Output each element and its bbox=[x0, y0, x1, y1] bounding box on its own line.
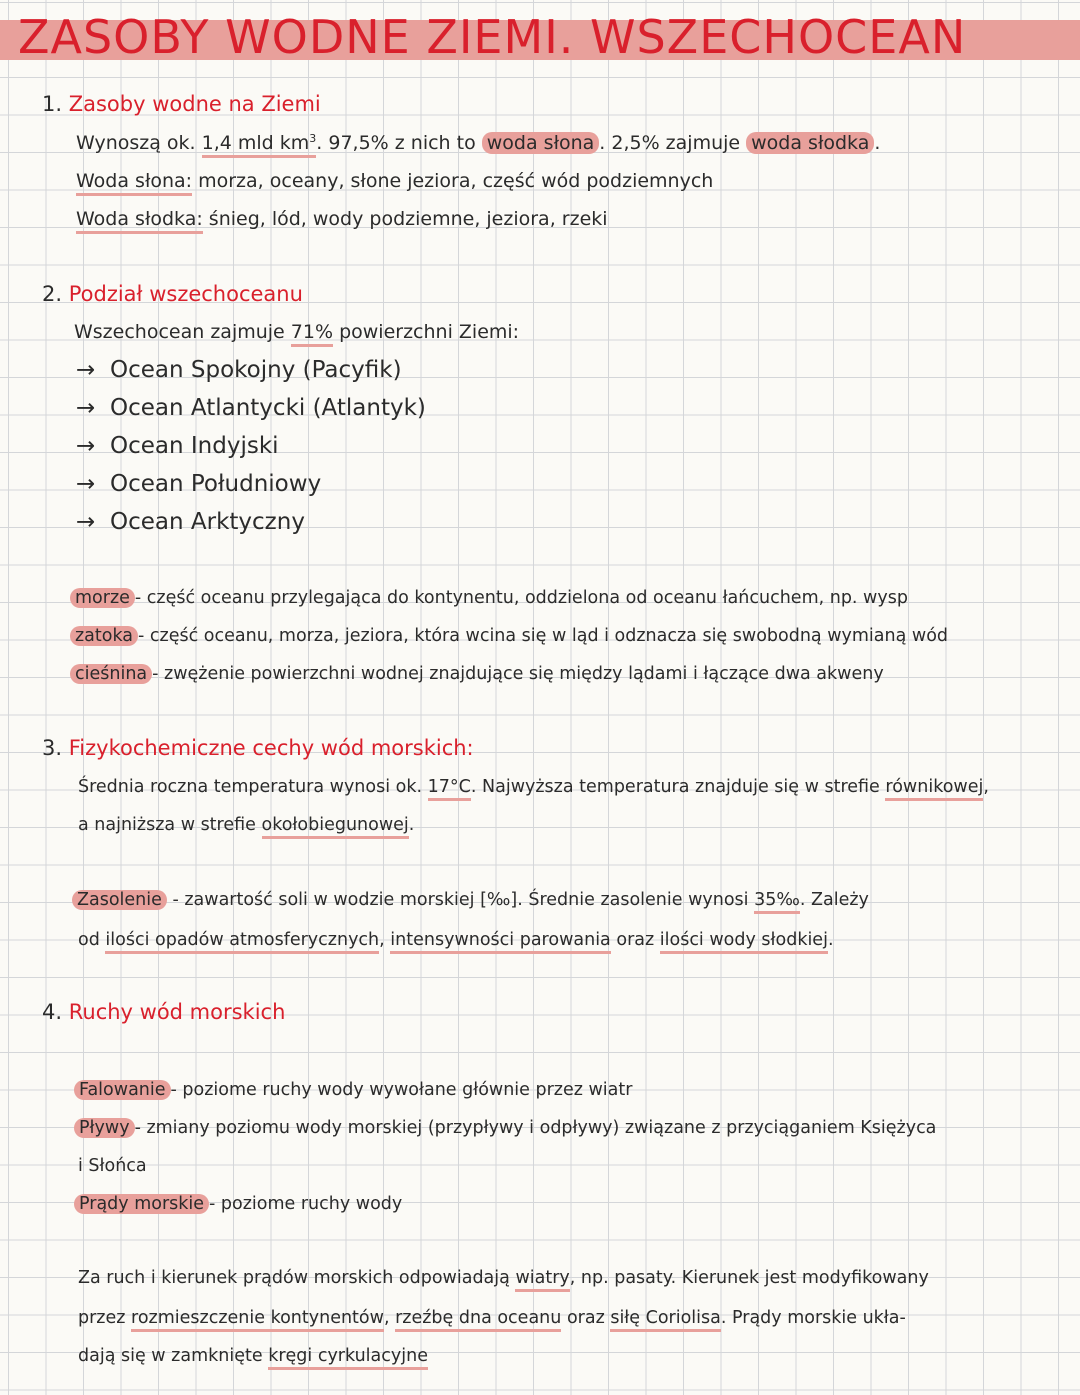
factor-precipitation: ilości opadów atmosferycznych bbox=[105, 930, 379, 954]
ocean-name: Ocean Południowy bbox=[110, 471, 322, 497]
s1-line-3 bbox=[76, 208, 608, 230]
ocean-item bbox=[76, 509, 305, 535]
section-1-heading bbox=[42, 92, 321, 116]
arrow-icon: → bbox=[76, 433, 96, 459]
s3-salinity-line-1 bbox=[72, 890, 869, 910]
definition-text: - zmiany poziomu wody morskiej (przypływy i odpływy) związane z przyciąganiem Księżyca bbox=[134, 1118, 937, 1138]
section-2-heading bbox=[42, 282, 303, 306]
text: . 97,5% z nich to bbox=[316, 132, 476, 154]
section-4-heading bbox=[42, 1000, 285, 1024]
s4-para-line-3 bbox=[78, 1346, 428, 1366]
factor-fresh-water: ilości wody słodkiej bbox=[660, 930, 828, 954]
highlight-fresh-water: woda słodka bbox=[746, 132, 874, 154]
term-highlight: Falowanie bbox=[74, 1080, 171, 1100]
avg-temperature: 17°C bbox=[428, 777, 471, 801]
text: , np. pasaty. Kierunek jest modyfikowany bbox=[569, 1268, 929, 1288]
text: oraz bbox=[566, 1308, 605, 1328]
text: od bbox=[78, 930, 100, 950]
factor-ocean-floor: rzeźbę dna oceanu bbox=[395, 1308, 561, 1332]
definition-tides-cont: i Słońca bbox=[78, 1156, 147, 1176]
s1-line-1 bbox=[76, 132, 880, 154]
s2-intro bbox=[74, 321, 519, 343]
definition-currents bbox=[74, 1194, 402, 1214]
definition-sea bbox=[70, 588, 908, 608]
ocean-item bbox=[76, 357, 402, 383]
text: , bbox=[379, 930, 385, 950]
definition-waves bbox=[74, 1080, 632, 1100]
definition-text: - część oceanu, morza, jeziora, która wcina się w ląd i odznacza się swobodną wymianą wód bbox=[138, 626, 949, 646]
ocean-name: Ocean Arktyczny bbox=[110, 509, 305, 535]
arrow-icon: → bbox=[76, 471, 96, 497]
ocean-name: Ocean Indyjski bbox=[110, 433, 279, 459]
text: przez bbox=[78, 1308, 126, 1328]
text: . Prądy morskie ukła- bbox=[720, 1308, 906, 1328]
text: . bbox=[408, 815, 415, 835]
text: Wszechocean zajmuje bbox=[74, 321, 285, 343]
term-highlight: Pływy bbox=[74, 1118, 135, 1138]
term-highlight: zatoka bbox=[70, 626, 138, 646]
text: . bbox=[874, 132, 881, 154]
section-title: Zasoby wodne na Ziemi bbox=[68, 92, 321, 116]
term-highlight: morze bbox=[70, 588, 135, 608]
s1-line-2 bbox=[76, 170, 713, 192]
arrow-icon: → bbox=[76, 395, 96, 421]
section-title: Fizykochemiczne cechy wód morskich: bbox=[68, 736, 474, 760]
definition-text: - zwężenie powierzchni wodnej znajdujące się między lądami i łączące dwa akweny bbox=[152, 664, 884, 684]
text: Za ruch i kierunek prądów morskich odpowiadają bbox=[78, 1268, 510, 1288]
section-title: Ruchy wód morskich bbox=[68, 1000, 286, 1024]
ocean-item bbox=[76, 433, 279, 459]
highlight-salt-water: woda słona bbox=[482, 132, 600, 154]
text: . 2,5% zajmuje bbox=[599, 132, 741, 154]
avg-salinity: 35‰ bbox=[754, 890, 800, 914]
section-number: 4. bbox=[42, 1000, 63, 1024]
s3-salinity-line-2 bbox=[78, 930, 834, 950]
arrow-icon: → bbox=[76, 357, 96, 383]
ocean-percentage: 71% bbox=[291, 321, 333, 347]
s3-temp-line-1 bbox=[78, 777, 989, 797]
text: . bbox=[827, 930, 834, 950]
circulation-rings: kręgi cyrkulacyjne bbox=[268, 1346, 428, 1370]
text: , bbox=[983, 777, 989, 797]
section-number: 3. bbox=[42, 736, 63, 760]
term-highlight: Prądy morskie bbox=[74, 1194, 209, 1214]
salt-water-list: morza, oceany, słone jeziora, część wód podziemnych bbox=[198, 170, 714, 192]
section-title: Podział wszechoceanu bbox=[68, 282, 303, 306]
zone-equatorial: równikowej bbox=[885, 777, 983, 801]
definition-text: - poziome ruchy wody wywołane głównie przez wiatr bbox=[170, 1080, 633, 1100]
section-number: 2. bbox=[42, 282, 63, 306]
factor-coriolis: siłę Coriolisa bbox=[610, 1308, 721, 1332]
water-amount: 1,4 mld $km^3$ bbox=[202, 132, 317, 158]
ocean-name: Ocean Atlantycki (Atlantyk) bbox=[110, 395, 426, 421]
fresh-water-label: Woda słodka: bbox=[76, 208, 203, 234]
text: . Najwyższa temperatura znajduje się w strefie bbox=[470, 777, 880, 797]
definition-text: - część oceanu przylegająca do kontynentu, oddzielona od oceanu łańcuchem, np. wysp bbox=[134, 588, 908, 608]
definition-text: - poziome ruchy wody bbox=[209, 1194, 403, 1214]
section-3-heading bbox=[42, 736, 474, 760]
text: . Zależy bbox=[799, 890, 869, 910]
zone-polar: okołobiegunowej bbox=[262, 815, 409, 839]
page-title: ZASOBY WODNE ZIEMI. WSZECHOCEAN bbox=[18, 10, 967, 64]
factor-winds: wiatry bbox=[515, 1268, 569, 1292]
definition-tides bbox=[74, 1118, 936, 1138]
s3-temp-line-2 bbox=[78, 815, 414, 835]
text: - zawartość soli w wodzie morskiej [‰]. Średnie zasolenie wynosi bbox=[172, 890, 749, 910]
text: powierzchni Ziemi: bbox=[339, 321, 520, 343]
text: Wynoszą ok. bbox=[76, 132, 196, 154]
ocean-name: Ocean Spokojny (Pacyfik) bbox=[110, 357, 402, 383]
salt-water-label: Woda słona: bbox=[76, 170, 192, 196]
section-number: 1. bbox=[42, 92, 63, 116]
definition-strait bbox=[70, 664, 884, 684]
arrow-icon: → bbox=[76, 509, 96, 535]
text: , bbox=[383, 1308, 390, 1328]
definition-bay bbox=[70, 626, 948, 646]
text: a najniższa w strefie bbox=[78, 815, 256, 835]
s4-para-line-1 bbox=[78, 1268, 929, 1288]
ocean-item bbox=[76, 471, 321, 497]
text: dają się w zamknięte bbox=[78, 1346, 263, 1366]
s4-para-line-2 bbox=[78, 1308, 906, 1328]
factor-continents: rozmieszczenie kontynentów bbox=[131, 1308, 384, 1332]
text: oraz bbox=[616, 930, 655, 950]
ocean-item bbox=[76, 395, 426, 421]
term-highlight: cieśnina bbox=[70, 664, 152, 684]
text: Średnia roczna temperatura wynosi ok. bbox=[78, 777, 423, 797]
term-highlight: Zasolenie bbox=[72, 890, 167, 910]
fresh-water-list: śnieg, lód, wody podziemne, jeziora, rzeki bbox=[208, 208, 608, 230]
factor-evaporation: intensywności parowania bbox=[390, 930, 611, 954]
